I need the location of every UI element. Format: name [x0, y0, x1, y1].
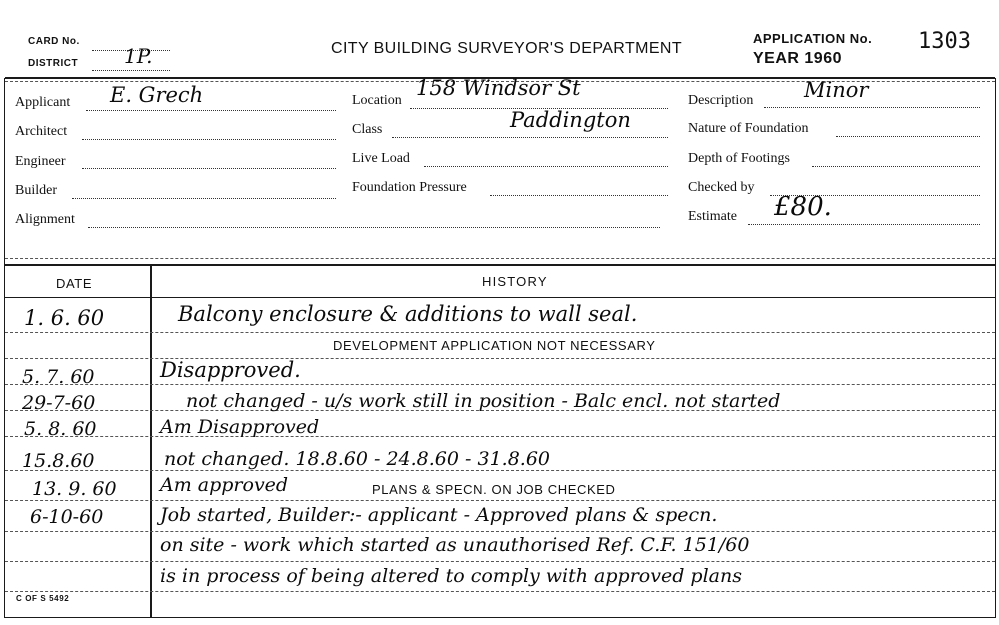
row-history: Job started, Builder:- applicant - Approved plans & specn. [160, 504, 718, 526]
description-label: Description [688, 93, 754, 108]
right-border [995, 78, 996, 618]
depth-of-footings-line [812, 166, 980, 167]
row-date: 29-7-60 [22, 392, 96, 414]
applicant-line [86, 110, 336, 111]
architect-label: Architect [15, 124, 68, 139]
builder-line [72, 198, 336, 199]
row-date: 5. 8. 60 [24, 418, 97, 440]
application-label: APPLICATION No. [753, 31, 873, 46]
applicant-value: E. Grech [110, 83, 204, 107]
row-line-3 [5, 384, 995, 385]
row-history: Am approved [160, 474, 289, 496]
row-date: 5. 7. 60 [22, 366, 95, 388]
row-history: Balcony enclosure & additions to wall seal. [178, 302, 638, 326]
engineer-label: Engineer [15, 154, 66, 169]
nature-of-foundation-line [836, 136, 980, 137]
foundation-pressure-label: Foundation Pressure [352, 180, 467, 195]
district-line [92, 70, 170, 71]
builder-label: Builder [15, 183, 57, 198]
row-date: 1. 6. 60 [24, 306, 105, 330]
history-header: HISTORY [482, 274, 548, 289]
depth-of-footings-label: Depth of Footings [688, 151, 790, 166]
live-load-label: Live Load [352, 151, 410, 166]
live-load-line [424, 166, 668, 167]
checked-by-label: Checked by [688, 180, 755, 195]
form-code: C OF S 5492 [16, 594, 70, 603]
row-date: 6-10-60 [30, 506, 104, 528]
date-column-divider [150, 266, 152, 618]
date-header: DATE [56, 276, 93, 291]
row-history: Am Disapproved [160, 416, 320, 438]
row-line-9 [5, 561, 995, 562]
alignment-label: Alignment [15, 212, 75, 227]
description-line [764, 107, 980, 108]
class-label: Class [352, 122, 383, 137]
estimate-line [748, 224, 980, 225]
table-header-rule [5, 297, 995, 298]
row-history: is in process of being altered to comply with approved plans [160, 565, 742, 587]
bottom-border [5, 617, 995, 618]
fields-rule [5, 264, 995, 266]
foundation-pressure-line [490, 195, 668, 196]
development-application-stamp: DEVELOPMENT APPLICATION NOT NECESSARY [333, 338, 656, 353]
department-title: CITY BUILDING SURVEYOR'S DEPARTMENT [331, 40, 683, 57]
row-line-10 [5, 591, 995, 592]
district-label: DISTRICT [28, 58, 79, 69]
nature-of-foundation-label: Nature of Foundation [688, 121, 809, 136]
row-date: 15.8.60 [22, 450, 95, 472]
row-history: Disapproved. [160, 358, 301, 382]
location-value-suburb: Paddington [510, 108, 631, 132]
alignment-line [88, 227, 660, 228]
row-line-8 [5, 531, 995, 532]
row-line-6 [5, 470, 995, 471]
estimate-label: Estimate [688, 209, 737, 224]
class-line [392, 137, 668, 138]
engineer-line [82, 168, 336, 169]
location-value-street: 158 Windsor St [416, 76, 581, 100]
description-value: Minor [804, 78, 869, 102]
district-value: 1P. [124, 44, 153, 68]
row-history: not changed. 18.8.60 - 24.8.60 - 31.8.60 [164, 448, 551, 470]
architect-line [82, 139, 336, 140]
row-history: not changed - u/s work still in position - Balc encl. not started [186, 390, 781, 412]
row-line-5 [5, 436, 995, 437]
location-label: Location [352, 93, 402, 108]
plans-checked-stamp: PLANS & SPECN. ON JOB CHECKED [372, 482, 616, 497]
row-line-7 [5, 500, 995, 501]
row-line-2 [5, 358, 995, 359]
row-line-1 [5, 332, 995, 333]
applicant-label: Applicant [15, 95, 71, 110]
estimate-value: £80. [774, 192, 832, 222]
year-label: YEAR 1960 [753, 50, 842, 67]
fields-rule-dashes [5, 258, 995, 259]
row-history: on site - work which started as unauthorised Ref. C.F. 151/60 [160, 534, 750, 556]
application-number: 1303 [918, 29, 971, 54]
row-date: 13. 9. 60 [32, 478, 117, 500]
card-no-label: CARD No. [28, 36, 80, 47]
left-border [4, 78, 5, 618]
